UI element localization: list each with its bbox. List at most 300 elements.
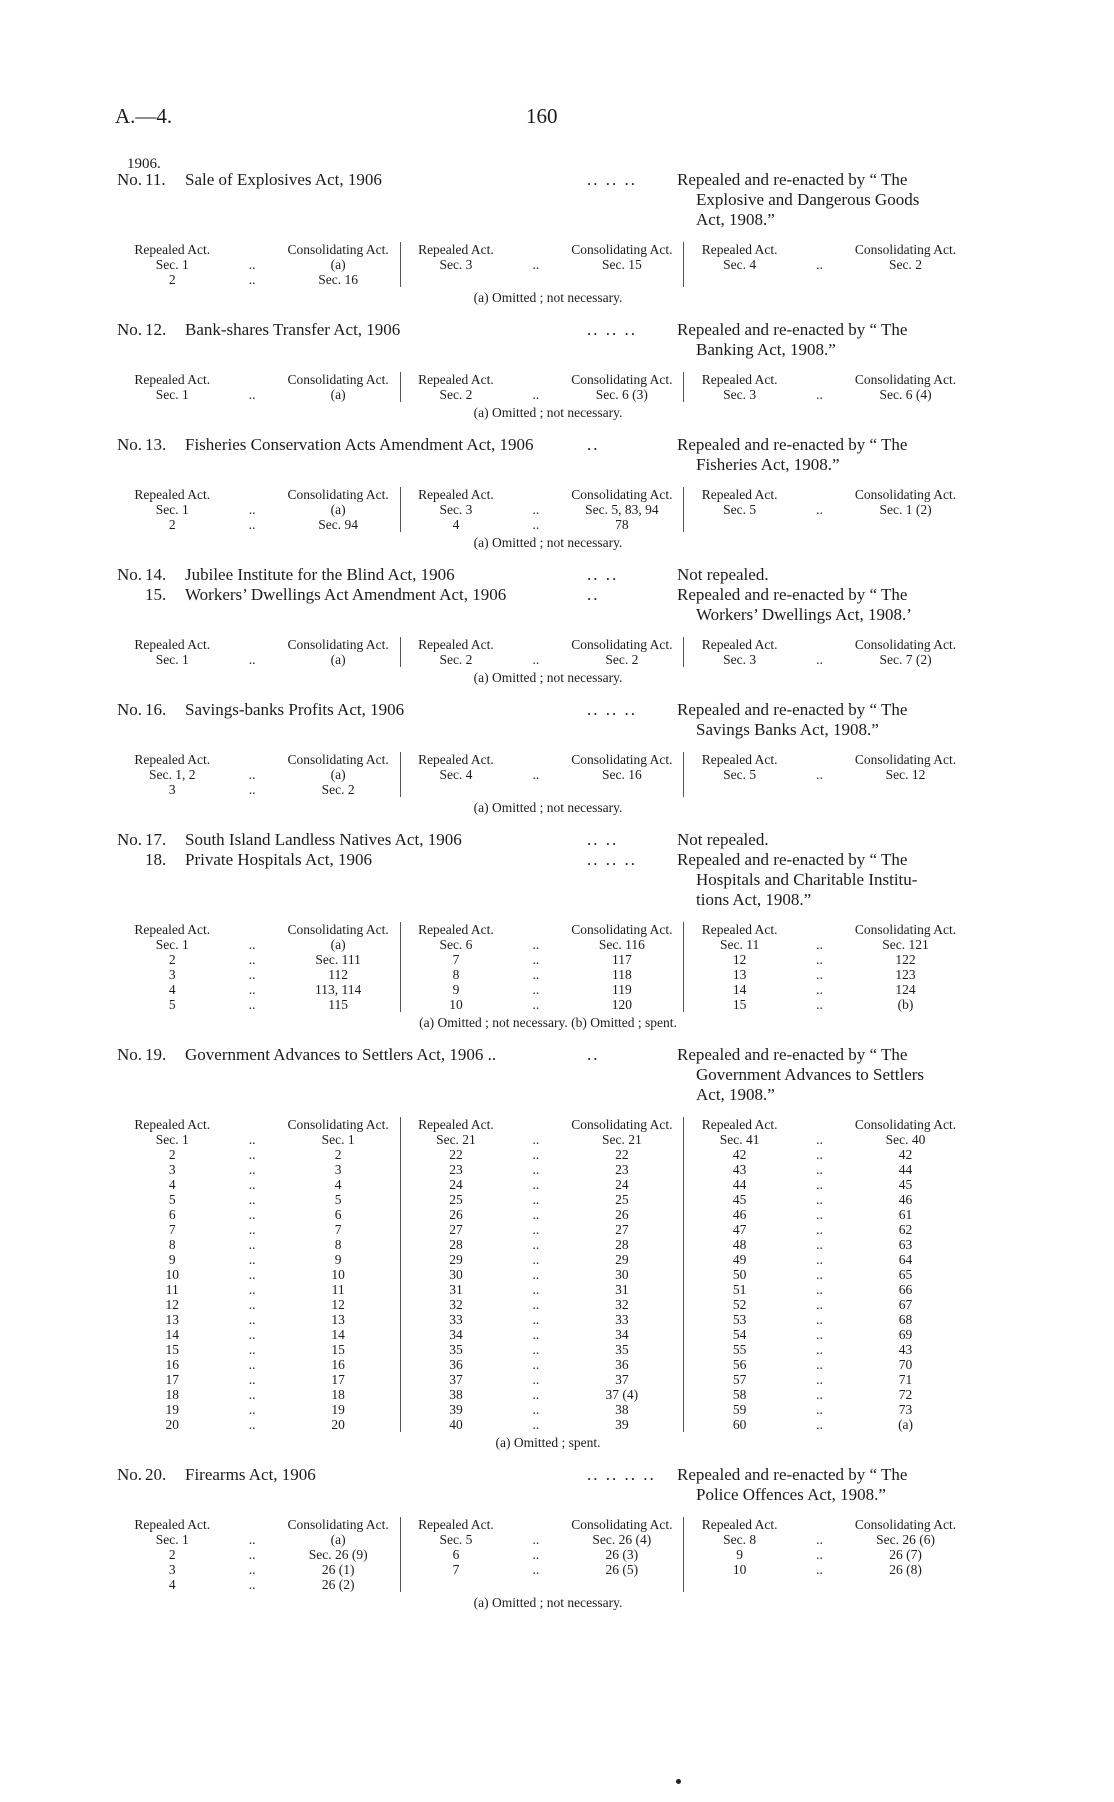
- consolidating-section: [560, 782, 683, 797]
- repealed-section: 12: [165, 1297, 180, 1312]
- leader-dots: ..: [248, 1327, 256, 1342]
- consolidating-section: 26 (3): [560, 1547, 683, 1562]
- consolidating-section: 71: [898, 1372, 913, 1387]
- status-line: Government Advances to Settlers: [696, 1065, 925, 1084]
- leader-dots: ..: [248, 1312, 256, 1327]
- leader-dots: ..: [248, 982, 256, 997]
- consolidating-section: 15: [277, 1342, 400, 1357]
- consolidating-section: 61: [898, 1207, 913, 1222]
- status-line: Repealed and re-enacted by “ The: [677, 850, 908, 869]
- consolidating-section: 68: [898, 1312, 913, 1327]
- leader-dots: .. .. ..: [587, 320, 637, 339]
- leader-dots: ..: [816, 967, 823, 982]
- act-title: Jubilee Institute for the Blind Act, 1906: [185, 565, 455, 584]
- consolidating-section: Sec. 16: [277, 272, 400, 287]
- column-gap: [228, 487, 277, 502]
- repealed-section: 36: [449, 1357, 463, 1372]
- consolidating-section: 26 (2): [277, 1577, 400, 1592]
- consolidating-section: (a): [277, 937, 400, 952]
- consolidating-section: 17: [277, 1372, 400, 1387]
- column-header-consolidating: Consolidating Act.: [277, 487, 400, 502]
- leader-dots: ..: [816, 952, 823, 967]
- act-title: Sale of Explosives Act, 1906: [185, 170, 382, 189]
- repealed-section: Sec. 1: [155, 257, 189, 272]
- consolidating-section: 38: [560, 1402, 683, 1417]
- table-row: [117, 502, 967, 517]
- leader-dots: ..: [816, 387, 823, 402]
- act-number: 19.: [145, 1045, 167, 1064]
- leader-dots: ..: [248, 1282, 256, 1297]
- consolidating-section: 25: [560, 1192, 683, 1207]
- repealed-section: Sec. 5: [723, 767, 757, 782]
- repealed-section: Sec. 5: [723, 502, 757, 517]
- consolidating-section: 26 (7): [889, 1547, 922, 1562]
- column-gap: [795, 487, 844, 502]
- table-footnote: (a) Omitted ; not necessary.: [473, 1595, 623, 1610]
- column-gap: [228, 1117, 277, 1132]
- year-heading: 1906.: [127, 156, 161, 172]
- consolidating-section: Sec. 94: [277, 517, 400, 532]
- consolidating-section: 14: [277, 1327, 400, 1342]
- table-row: [117, 1177, 967, 1192]
- status-line: Repealed and re-enacted by “ The: [677, 170, 908, 189]
- leader-dots: ..: [816, 502, 823, 517]
- leader-dots: ..: [532, 1297, 540, 1312]
- consolidating-section: 45: [898, 1177, 913, 1192]
- leader-dots: [511, 272, 560, 287]
- act-no-label: No.: [117, 170, 143, 189]
- act-title: Private Hospitals Act, 1906: [185, 850, 372, 869]
- leader-dots: ..: [816, 257, 823, 272]
- column-gap: [795, 242, 844, 257]
- consolidating-section: 112: [277, 967, 400, 982]
- consolidating-section: Sec. 6 (4): [879, 387, 932, 402]
- column-header-consolidating: Consolidating Act.: [277, 1517, 400, 1532]
- column-header-consolidating: Consolidating Act.: [560, 372, 683, 387]
- column-header-consolidating: Consolidating Act.: [560, 1117, 683, 1132]
- column-gap: [511, 922, 560, 937]
- column-header-repealed: Repealed Act.: [418, 372, 494, 387]
- consolidating-section: 19: [277, 1402, 400, 1417]
- column-header-repealed: Repealed Act.: [134, 1117, 211, 1132]
- consolidating-section: 3: [277, 1162, 400, 1177]
- leader-dots: ..: [816, 1267, 823, 1282]
- consolidating-section: 65: [898, 1267, 913, 1282]
- section-table: [117, 242, 967, 287]
- repealed-section: Sec. 21: [436, 1132, 476, 1147]
- leader-dots: .. .. ..: [587, 850, 637, 869]
- leader-dots: ..: [532, 1387, 540, 1402]
- column-gap: [795, 922, 844, 937]
- consolidating-section: Sec. 2: [889, 257, 923, 272]
- consolidating-section: 18: [277, 1387, 400, 1402]
- table-row: [117, 1417, 967, 1432]
- act-status: [677, 700, 979, 740]
- act-status: [677, 830, 979, 850]
- repealed-section: Sec. 3: [723, 387, 757, 402]
- consolidating-section: Sec. 26 (6): [876, 1532, 935, 1547]
- act-number: 11.: [145, 170, 166, 189]
- act-entry: [117, 830, 979, 1031]
- repeal-schedule: [117, 170, 979, 1625]
- leader-dots: .. .. .. ..: [587, 1465, 656, 1484]
- consolidating-section: (a): [277, 502, 400, 517]
- consolidating-section: 26 (5): [560, 1562, 683, 1577]
- leader-dots: .. ..: [587, 830, 619, 849]
- repealed-section: 57: [732, 1372, 747, 1387]
- column-header-repealed: Repealed Act.: [134, 752, 211, 767]
- act-title: South Island Landless Natives Act, 1906: [185, 830, 462, 849]
- consolidating-section: 22: [560, 1147, 683, 1162]
- consolidating-section: 63: [898, 1237, 913, 1252]
- act-row: [117, 320, 979, 360]
- consolidating-section: 122: [895, 952, 916, 967]
- repealed-section: Sec. 1, 2: [149, 767, 196, 782]
- repealed-section: 52: [732, 1297, 747, 1312]
- consolidating-section: 44: [898, 1162, 913, 1177]
- consolidating-section: 16: [277, 1357, 400, 1372]
- act-entry: [117, 565, 979, 686]
- column-header-repealed: Repealed Act.: [134, 1517, 211, 1532]
- leader-dots: ..: [248, 1532, 256, 1547]
- leader-dots: ..: [248, 1372, 256, 1387]
- leader-dots: ..: [532, 967, 540, 982]
- act-row: [117, 585, 979, 625]
- repealed-section: 15: [165, 1342, 180, 1357]
- act-row: [117, 1465, 979, 1505]
- repealed-section: 23: [449, 1162, 463, 1177]
- act-title: Savings-banks Profits Act, 1906: [185, 700, 405, 719]
- consolidating-section: (a): [277, 387, 400, 402]
- repealed-section: 2: [168, 272, 176, 287]
- column-header-consolidating: Consolidating Act.: [560, 487, 683, 502]
- leader-dots: ..: [532, 1252, 540, 1267]
- act-entry: [117, 1465, 979, 1611]
- column-header-repealed: Repealed Act.: [701, 487, 778, 502]
- leader-dots: ..: [248, 997, 256, 1012]
- consolidating-section: 78: [560, 517, 683, 532]
- leader-dots: ..: [532, 1562, 540, 1577]
- leader-dots: ..: [816, 1342, 823, 1357]
- leader-dots: ..: [248, 782, 256, 797]
- leader-dots: ..: [532, 1237, 540, 1252]
- consolidating-section: (a): [277, 1532, 400, 1547]
- consolidating-section: 30: [560, 1267, 683, 1282]
- section-table: [117, 752, 967, 797]
- leader-dots: ..: [532, 1532, 540, 1547]
- leader-dots: ..: [532, 767, 540, 782]
- leader-dots: ..: [248, 1297, 256, 1312]
- consolidating-section: 24: [560, 1177, 683, 1192]
- repealed-section: Sec. 5: [439, 1532, 473, 1547]
- consolidating-section: 39: [560, 1417, 683, 1432]
- act-row: [117, 565, 979, 585]
- consolidating-section: [560, 272, 683, 287]
- leader-dots: ..: [532, 1177, 540, 1192]
- consolidating-section: [844, 272, 967, 287]
- column-header-repealed: Repealed Act.: [134, 487, 211, 502]
- column-header-consolidating: Consolidating Act.: [277, 242, 400, 257]
- consolidating-section: 113, 114: [277, 982, 400, 997]
- leader-dots: ..: [532, 1162, 540, 1177]
- consolidating-section: 10: [277, 1267, 400, 1282]
- act-status: [677, 1045, 979, 1105]
- leader-dots: ..: [816, 1192, 823, 1207]
- repealed-section: 5: [168, 997, 176, 1012]
- table-row: [117, 1222, 967, 1237]
- repealed-section: 18: [165, 1387, 180, 1402]
- column-header-repealed: Repealed Act.: [701, 372, 778, 387]
- repealed-section: 4: [168, 982, 176, 997]
- repealed-section: [684, 1577, 795, 1592]
- consolidating-section: Sec. 26 (9): [277, 1547, 400, 1562]
- leader-dots: ..: [532, 997, 540, 1012]
- act-no-label: No.: [117, 320, 143, 339]
- status-line: Repealed and re-enacted by “ The: [677, 700, 908, 719]
- repealed-section: 14: [732, 982, 747, 997]
- consolidating-section: Sec. 16: [560, 767, 683, 782]
- column-gap: [511, 1117, 560, 1132]
- leader-dots: ..: [587, 585, 600, 604]
- consolidating-section: (b): [897, 997, 914, 1012]
- column-gap: [511, 1517, 560, 1532]
- repealed-section: Sec. 4: [439, 767, 473, 782]
- repealed-section: 43: [732, 1162, 747, 1177]
- leader-dots: ..: [248, 1252, 256, 1267]
- leader-dots: ..: [532, 1267, 540, 1282]
- repealed-section: 6: [452, 1547, 460, 1562]
- consolidating-section: Sec. 111: [277, 952, 400, 967]
- repealed-section: 2: [168, 517, 176, 532]
- act-row: [117, 435, 979, 475]
- column-header-repealed: Repealed Act.: [418, 922, 494, 937]
- column-gap: [795, 372, 844, 387]
- leader-dots: ..: [532, 982, 540, 997]
- act-entry: [117, 435, 979, 551]
- consolidating-section: Sec. 26 (4): [560, 1532, 683, 1547]
- leader-dots: ..: [532, 1147, 540, 1162]
- leader-dots: ..: [532, 1327, 540, 1342]
- repealed-section: Sec. 3: [723, 652, 757, 667]
- consolidating-section: 8: [277, 1237, 400, 1252]
- leader-dots: ..: [532, 937, 540, 952]
- consolidating-section: Sec. 12: [885, 767, 926, 782]
- repealed-section: 40: [449, 1417, 463, 1432]
- repealed-section: 16: [165, 1357, 180, 1372]
- leader-dots: ..: [532, 1282, 540, 1297]
- column-header-repealed: Repealed Act.: [134, 922, 211, 937]
- leader-dots: ..: [816, 1132, 823, 1147]
- repealed-section: 8: [452, 967, 460, 982]
- repealed-section: 10: [732, 1562, 747, 1577]
- leader-dots: ..: [248, 1132, 256, 1147]
- repealed-section: Sec. 11: [720, 937, 760, 952]
- table-row: [117, 1577, 967, 1592]
- act-status: [677, 585, 979, 625]
- table-row: [117, 1192, 967, 1207]
- repealed-section: 47: [732, 1222, 747, 1237]
- column-header-consolidating: Consolidating Act.: [277, 1117, 400, 1132]
- leader-dots: ..: [816, 1532, 823, 1547]
- consolidating-section: (a): [277, 767, 400, 782]
- table-row: [117, 1357, 967, 1372]
- act-title: Fisheries Conservation Acts Amendment Act, 1906: [185, 435, 534, 454]
- act-entry: [117, 1045, 979, 1451]
- repealed-section: Sec. 41: [719, 1132, 760, 1147]
- repealed-section: 7: [452, 952, 460, 967]
- column-header-repealed: Repealed Act.: [701, 752, 778, 767]
- leader-dots: ..: [248, 1417, 256, 1432]
- leader-dots: ..: [816, 997, 823, 1012]
- consolidating-section: (a): [277, 652, 400, 667]
- leader-dots: ..: [248, 1342, 256, 1357]
- consolidating-section: 32: [560, 1297, 683, 1312]
- leader-dots: ..: [816, 1547, 823, 1562]
- repealed-section: 58: [732, 1387, 747, 1402]
- table-row: [117, 517, 967, 532]
- column-header-repealed: Repealed Act.: [134, 372, 211, 387]
- table-row: [117, 952, 967, 967]
- leader-dots: ..: [532, 387, 540, 402]
- leader-dots: ..: [816, 1327, 823, 1342]
- column-header-consolidating: Consolidating Act.: [854, 1117, 957, 1132]
- document-code: A.—4.: [115, 104, 173, 128]
- leader-dots: [795, 272, 844, 287]
- column-header-consolidating: Consolidating Act.: [560, 922, 683, 937]
- leader-dots: ..: [587, 435, 600, 454]
- leader-dots: ..: [248, 1402, 256, 1417]
- leader-dots: ..: [816, 1162, 823, 1177]
- repealed-section: 9: [452, 982, 460, 997]
- repealed-section: 17: [165, 1372, 180, 1387]
- column-gap: [228, 242, 277, 257]
- repealed-section: 13: [732, 967, 747, 982]
- leader-dots: ..: [248, 1147, 256, 1162]
- leader-dots: ..: [532, 1417, 540, 1432]
- repealed-section: 39: [449, 1402, 463, 1417]
- repealed-section: 37: [449, 1372, 463, 1387]
- leader-dots: ..: [248, 767, 256, 782]
- repealed-section: 48: [732, 1237, 747, 1252]
- leader-dots: .. .. ..: [587, 700, 637, 719]
- leader-dots: ..: [816, 1147, 823, 1162]
- status-line: Act, 1908.”: [696, 210, 775, 229]
- consolidating-section: 115: [277, 997, 400, 1012]
- table-footnote: (a) Omitted ; not necessary.: [473, 670, 623, 685]
- repealed-section: 59: [732, 1402, 747, 1417]
- leader-dots: ..: [816, 1402, 823, 1417]
- status-line: Repealed and re-enacted by “ The: [677, 1045, 908, 1064]
- column-header-consolidating: Consolidating Act.: [277, 752, 400, 767]
- consolidating-section: (a): [898, 1417, 914, 1432]
- repealed-section: 2: [168, 1147, 176, 1162]
- act-entry: [117, 700, 979, 816]
- leader-dots: ..: [816, 1562, 823, 1577]
- consolidating-section: Sec. 1: [277, 1132, 400, 1147]
- leader-dots: ..: [532, 1342, 540, 1357]
- repealed-section: [684, 272, 795, 287]
- consolidating-section: 31: [560, 1282, 683, 1297]
- leader-dots: ..: [248, 1357, 256, 1372]
- status-line: Repealed and re-enacted by “ The: [677, 320, 908, 339]
- consolidating-section: 43: [898, 1342, 913, 1357]
- act-entry: [117, 320, 979, 421]
- leader-dots: ..: [532, 1372, 540, 1387]
- column-gap: [228, 752, 277, 767]
- act-status: [677, 850, 979, 910]
- act-number: 15.: [145, 585, 167, 604]
- repealed-section: 12: [732, 952, 747, 967]
- repealed-section: Sec. 4: [723, 257, 757, 272]
- column-header-repealed: Repealed Act.: [134, 637, 211, 652]
- repealed-section: 49: [732, 1252, 747, 1267]
- table-row: [117, 1387, 967, 1402]
- repealed-section: 53: [732, 1312, 747, 1327]
- act-number: 14.: [145, 565, 167, 584]
- act-no-label: [117, 585, 145, 625]
- consolidating-section: 35: [560, 1342, 683, 1357]
- column-header-consolidating: Consolidating Act.: [560, 637, 683, 652]
- table-row: [117, 767, 967, 782]
- table-row: [117, 967, 967, 982]
- column-gap: [795, 752, 844, 767]
- leader-dots: .. ..: [587, 565, 619, 584]
- leader-dots: ..: [816, 767, 823, 782]
- leader-dots: ..: [816, 652, 823, 667]
- leader-dots: ..: [587, 1045, 600, 1064]
- table-row: [117, 1372, 967, 1387]
- leader-dots: ..: [816, 1417, 823, 1432]
- repealed-section: 50: [732, 1267, 747, 1282]
- table-row: [117, 1547, 967, 1562]
- repealed-section: Sec. 1: [155, 652, 189, 667]
- act-number: 12.: [145, 320, 167, 339]
- leader-dots: ..: [248, 257, 256, 272]
- column-header-consolidating: Consolidating Act.: [277, 922, 400, 937]
- leader-dots: ..: [532, 1132, 540, 1147]
- status-line: tions Act, 1908.”: [696, 890, 812, 909]
- leader-dots: ..: [248, 272, 256, 287]
- leader-dots: ..: [248, 1192, 256, 1207]
- leader-dots: ..: [532, 1547, 540, 1562]
- act-no-label: No.: [117, 830, 143, 849]
- consolidating-section: Sec. 121: [882, 937, 929, 952]
- repealed-section: 42: [732, 1147, 747, 1162]
- column-header-consolidating: Consolidating Act.: [854, 242, 957, 257]
- table-row: [117, 1562, 967, 1577]
- repealed-section: 24: [449, 1177, 463, 1192]
- column-gap: [795, 637, 844, 652]
- table-row: [117, 1147, 967, 1162]
- repealed-section: 5: [168, 1192, 176, 1207]
- column-header-consolidating: Consolidating Act.: [277, 637, 400, 652]
- act-title: Bank-shares Transfer Act, 1906: [185, 320, 401, 339]
- act-title: Government Advances to Settlers Act, 1906 ..: [185, 1045, 497, 1064]
- consolidating-section: Sec. 7 (2): [879, 652, 932, 667]
- column-header-repealed: Repealed Act.: [418, 487, 494, 502]
- act-status: [677, 320, 979, 360]
- leader-dots: ..: [816, 1297, 823, 1312]
- table-row: [117, 1162, 967, 1177]
- table-row: [117, 1297, 967, 1312]
- table-footnote: (a) Omitted ; not necessary.: [473, 290, 623, 305]
- leader-dots: ..: [248, 967, 256, 982]
- leader-dots: ..: [532, 1312, 540, 1327]
- consolidating-section: 72: [898, 1387, 913, 1402]
- consolidating-section: 29: [560, 1252, 683, 1267]
- leader-dots: ..: [532, 1402, 540, 1417]
- leader-dots: ..: [532, 952, 540, 967]
